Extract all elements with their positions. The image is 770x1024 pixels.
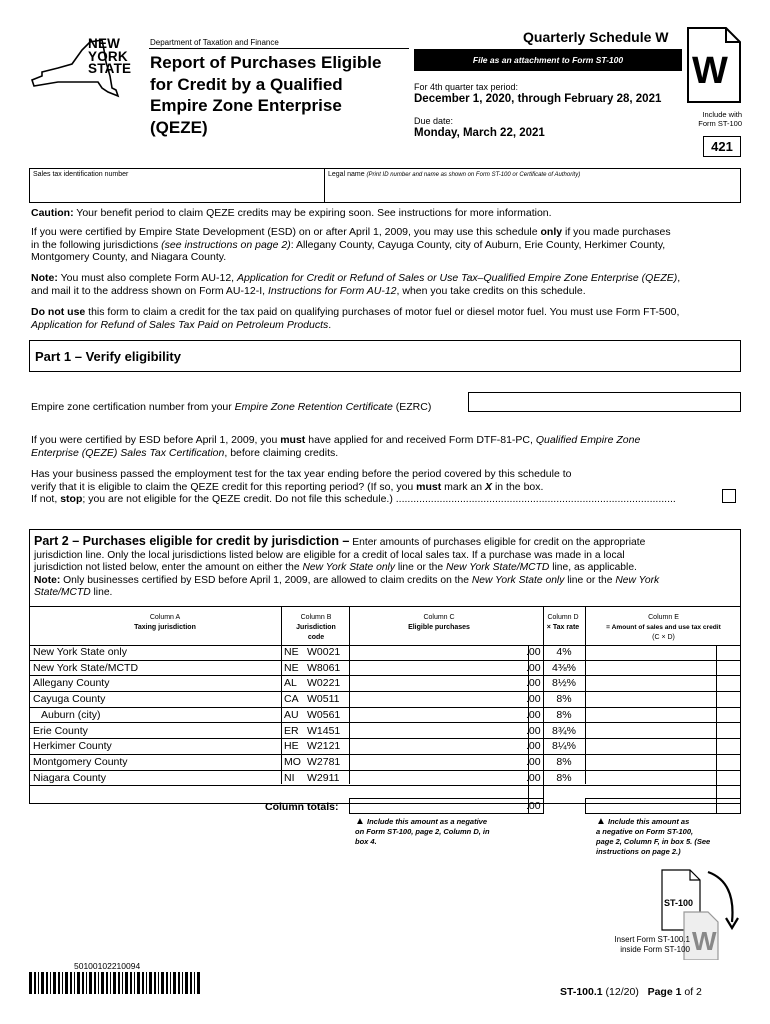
- jurisdiction-name: Allegany County: [33, 677, 110, 690]
- part2-note-1: Only businesses certified by ESD before April 1, 2009, are allowed to claim credits on the: [60, 574, 472, 586]
- col-c-label: Eligible purchases: [408, 624, 470, 631]
- barcode-bar: [182, 972, 183, 994]
- eligible-purchases-cents: .00: [526, 693, 541, 706]
- jurisdiction-state-code: NE: [284, 661, 299, 674]
- sales-tax-id-label: Sales tax identification number: [33, 171, 129, 178]
- tax-rate: 4%: [556, 646, 572, 658]
- eligible-purchases-cents: .00: [526, 740, 541, 753]
- donot-text-3: .: [328, 318, 332, 331]
- eligible-purchases-cents: .00: [526, 661, 541, 674]
- w-letter: W: [692, 50, 728, 92]
- col-e-label: Amount of sales and use tax credit: [611, 624, 721, 631]
- barcode-bar: [170, 972, 171, 994]
- test-must: must: [416, 480, 442, 493]
- insert-line-1: Insert Form ST-100.1: [614, 935, 690, 944]
- note-e-2: a negative on Form ST-100,: [596, 827, 694, 836]
- donot-label: Do not use: [31, 306, 86, 318]
- tax-rate: 8¼%: [552, 740, 576, 753]
- jurisdiction-state-code: AU: [284, 708, 299, 721]
- header-rule: [149, 48, 409, 49]
- form-title-line-4: (QEZE): [150, 117, 208, 137]
- employment-test-checkbox[interactable]: [722, 489, 736, 503]
- test-stop: stop: [60, 493, 83, 505]
- part1-title: Part 1 – Verify eligibility: [35, 349, 181, 364]
- jurisdiction-code: W0511: [307, 693, 340, 706]
- department-name: Department of Taxation and Finance: [150, 38, 279, 47]
- form-title-line-3: Empire Zone Enterprise: [150, 96, 342, 115]
- eligible-purchases-input[interactable]: [350, 692, 528, 707]
- tax-rate: 8¾%: [552, 724, 576, 737]
- barcode-bar: [65, 972, 68, 994]
- donot-paragraph: [31, 306, 746, 331]
- table-row: [29, 739, 741, 755]
- caution-label: Caution:: [31, 207, 74, 219]
- ezrc-text-2: (EZRC): [392, 401, 432, 413]
- note-text-4: , when you take credits on this schedule.: [396, 284, 586, 297]
- barcode-bar: [137, 972, 140, 994]
- barcode-bar: [134, 972, 135, 994]
- table-row: [29, 676, 741, 692]
- test-x: X: [485, 480, 493, 493]
- test-text-6: ; you are not eligible for the QEZE credit. Do not file this schedule.): [82, 493, 396, 505]
- period-value: December 1, 2020, through February 28, 2021: [414, 93, 662, 105]
- w-document-icon: [686, 26, 742, 104]
- col-e-formula: (C × D): [652, 634, 675, 641]
- caution-text: [31, 207, 746, 220]
- tax-credit-input[interactable]: [586, 645, 716, 660]
- jurisdiction-code: W0561: [307, 708, 341, 721]
- caution-body: Your benefit period to claim QEZE credits may be expiring soon. See instructions for more information.: [73, 207, 552, 219]
- barcode-bar: [98, 972, 99, 994]
- part2-note-3: State/MCTD: [34, 587, 91, 598]
- eligible-purchases-cents: .00: [526, 771, 541, 784]
- sales-tax-id-field[interactable]: [30, 169, 323, 202]
- test-text-2: verify that it is eligible to claim the QEZE credit for this reporting period? (If so, you: [31, 480, 417, 493]
- eligible-purchases-cents: .00: [526, 708, 541, 721]
- legal-name-label: Legal name: [328, 171, 365, 178]
- part2-note-4: line.: [90, 587, 113, 598]
- barcode-bar: [89, 972, 92, 994]
- note-e-4: instructions on page 2.): [596, 847, 681, 856]
- form-code-box: [703, 136, 741, 157]
- esd-text-2: have applied for and received Form DTF-81-PC,: [305, 434, 536, 446]
- barcode-bar: [130, 972, 132, 994]
- col-a-title: Column A: [149, 614, 181, 621]
- ezrc-text-1: Empire zone certification number from your: [31, 401, 235, 413]
- part2-note-ny: New York: [615, 574, 660, 586]
- barcode-bar: [58, 972, 60, 994]
- legal-name-hint: (Print ID number and name as shown on Form ST-100 or Certificate of Authority): [366, 172, 581, 178]
- barcode-bar: [149, 972, 152, 994]
- barcode-bar: [122, 972, 123, 994]
- test-text-5: If not,: [31, 493, 61, 505]
- form-title-line-2: for Credit by a Qualified: [150, 74, 343, 94]
- tax-credit-input[interactable]: [586, 755, 716, 770]
- footer-form-rev: (12/20): [602, 986, 639, 998]
- eligible-purchases-input[interactable]: [350, 724, 528, 739]
- barcode-bar: [161, 972, 164, 994]
- note-paragraph: [31, 272, 746, 297]
- jurisdiction-state-code: MO: [284, 755, 301, 768]
- eligible-purchases-input[interactable]: [350, 739, 528, 754]
- note-text-1: You must also complete Form AU-12,: [57, 272, 238, 284]
- tax-rate: 8%: [556, 755, 572, 768]
- form-title: [150, 52, 381, 138]
- esd-title: Qualified Empire Zone: [535, 434, 641, 446]
- col-e-title: Column E: [648, 614, 679, 621]
- table-row: [29, 724, 741, 740]
- footer-page: Page 1: [647, 986, 682, 998]
- eligible-purchases-input[interactable]: [350, 708, 528, 723]
- part2-intro-nys: New York State only: [302, 562, 395, 573]
- jurisdiction-state-code: NE: [284, 646, 299, 658]
- table-row: [29, 692, 741, 708]
- jurisdiction-name: Auburn (city): [41, 708, 101, 721]
- part2-note-2: line or the: [564, 574, 616, 586]
- donot-text-1: this form to claim a credit for the tax paid on qualifying purchases of motor fuel or diesel motor fuel. You must use Form FT-500,: [85, 306, 680, 318]
- legal-name-field[interactable]: [325, 169, 740, 202]
- jurisdiction-name: Niagara County: [33, 771, 106, 784]
- barcode-bar: [185, 972, 188, 994]
- jurisdiction-name: Cayuga County: [33, 693, 106, 706]
- col-b-label: Jurisdiction: [296, 624, 336, 631]
- tax-rate: 4⅜%: [552, 661, 576, 674]
- st-100-label: ST-100: [664, 898, 694, 908]
- barcode-bar: [82, 972, 84, 994]
- column-totals-label: Column totals:: [265, 801, 339, 813]
- certified-only: only: [540, 226, 563, 238]
- col-c-title: Column C: [423, 614, 455, 621]
- table-top-rule: [29, 606, 741, 607]
- insert-line-2: inside Form ST-100: [620, 945, 690, 954]
- col-b-title: Column B: [300, 614, 332, 621]
- barcode-bar: [142, 972, 144, 994]
- certified-text-1: If you were certified by Empire State Development (ESD) on or after April 1, 2009, you may use this schedule: [31, 226, 541, 238]
- attachment-banner: [414, 49, 682, 71]
- include-with-line-1: Include with: [702, 110, 742, 119]
- table-row: [29, 708, 741, 724]
- note-c-3: box 4.: [355, 837, 377, 846]
- jurisdiction-code: W2781: [307, 755, 341, 768]
- barcode-bar: [106, 972, 108, 994]
- test-text-3: mark an: [441, 480, 486, 493]
- col-b-header: [283, 613, 349, 643]
- schedule-title: Quarterly Schedule W: [523, 29, 669, 45]
- esd-text-3: Enterprise (QEZE) Sales Tax Certification: [31, 446, 225, 459]
- note-au12-title: Application for Credit or Refund of Sales or Use Tax–Qualified Empire Zone Enterprise (QEZE): [237, 272, 678, 284]
- certified-see: (see instructions on page 2): [161, 238, 291, 251]
- attachment-banner-text: File as an attachment to Form ST-100: [472, 55, 624, 65]
- jurisdiction-state-code: ER: [284, 724, 299, 737]
- due-date-value: Monday, March 22, 2021: [414, 127, 545, 139]
- ezrc-title: Empire Zone Retention Certificate: [234, 401, 393, 413]
- certified-text-5: Montgomery County, and Niagara County.: [31, 251, 227, 263]
- barcode-bar: [125, 972, 128, 994]
- barcode-bar: [46, 972, 48, 994]
- form-title-line-1: Report of Purchases Eligible: [150, 53, 382, 72]
- note-c-2: on Form ST-100, page 2, Column D, in: [355, 827, 490, 836]
- barcode-bar: [34, 972, 36, 994]
- col-a-label: Taxing jurisdiction: [134, 624, 196, 631]
- jurisdiction-state-code: CA: [284, 693, 299, 706]
- insert-instructions: [580, 935, 690, 955]
- up-triangle-icon: ▲: [355, 816, 365, 827]
- col-e-total-cents-divider: [716, 798, 717, 814]
- barcode-bar: [94, 972, 96, 994]
- note-au12i-title: Instructions for Form AU-12: [267, 284, 397, 297]
- barcode-bar: [146, 972, 147, 994]
- certified-text-4: : Allegany County, Cayuga County, city of Auburn, Erie County, Herkimer County,: [290, 238, 666, 251]
- test-text-1: Has your business passed the employment test for the tax year ending before the period covered by this schedule to: [31, 468, 572, 480]
- barcode-bar: [74, 972, 75, 994]
- note-e-3: page 2, Column F, in box 5. (See: [596, 837, 711, 846]
- barcode-bar: [178, 972, 180, 994]
- period-label: For 4th quarter tax period:: [414, 82, 519, 92]
- eligible-purchases-cents: .00: [526, 646, 541, 658]
- barcode-bar: [197, 972, 200, 994]
- part2-intro-4: line or the: [394, 562, 446, 573]
- footer-page-of: of 2: [681, 986, 702, 998]
- column-c-total-input[interactable]: [349, 798, 544, 814]
- jurisdiction-name: New York State only: [33, 646, 127, 658]
- tax-rate: 8%: [556, 771, 572, 784]
- barcode-bar: [62, 972, 63, 994]
- certified-text-2: if you made purchases: [562, 226, 671, 238]
- barcode-bar: [29, 972, 32, 994]
- eligible-purchases-cents: .00: [526, 724, 541, 737]
- barcode-number: 50100102210094: [74, 961, 141, 971]
- esd-must: must: [280, 434, 306, 446]
- barcode-bar: [50, 972, 51, 994]
- equals-sign: =: [606, 624, 611, 631]
- barcode-bar: [41, 972, 44, 994]
- eligible-purchases-input[interactable]: [350, 676, 528, 691]
- donot-ft500-title: Application for Refund of Sales Tax Paid on Petroleum Products: [31, 318, 329, 331]
- jurisdiction-code: W0221: [307, 677, 341, 690]
- barcode-bar: [101, 972, 104, 994]
- barcode-bar: [38, 972, 39, 994]
- tax-rate: 8%: [556, 708, 572, 721]
- column-c-note: [355, 817, 490, 847]
- jurisdiction-name: New York State/MCTD: [33, 661, 139, 674]
- eligible-purchases-input[interactable]: [350, 661, 528, 676]
- barcode-bar: [86, 972, 87, 994]
- tax-credit-input[interactable]: [586, 708, 716, 723]
- eligible-purchases-cents: .00: [526, 677, 541, 690]
- logo-new: NEW: [88, 36, 121, 51]
- test-leader-dots: ................................................................................................: [395, 493, 676, 505]
- jurisdiction-code: W0021: [307, 646, 341, 658]
- esd-text-4: , before claiming credits.: [224, 446, 339, 459]
- col-c-header: [350, 613, 528, 633]
- part2-intro-2: jurisdiction line. Only the local jurisdictions listed below are eligible for a credit of local sales tax. If a purchase was made in a local: [34, 549, 625, 561]
- jurisdiction-code: W1451: [307, 724, 341, 737]
- barcode: [29, 972, 201, 994]
- barcode-bar: [113, 972, 116, 994]
- col-a-header: [90, 613, 240, 633]
- jurisdiction-name: Montgomery County: [33, 755, 128, 768]
- barcode-bar: [190, 972, 192, 994]
- table-row: [29, 755, 741, 771]
- column-e-note: [596, 817, 710, 857]
- col-d-title: Column D: [547, 614, 579, 621]
- table-row: [29, 645, 741, 661]
- part2-intro-1: Enter amounts of purchases eligible for credit on the appropriate: [349, 537, 646, 548]
- jurisdiction-state-code: AL: [284, 677, 297, 690]
- barcode-bar: [194, 972, 195, 994]
- times-sign: ×: [546, 624, 551, 631]
- eligible-purchases-input[interactable]: [350, 771, 528, 786]
- due-date-label: Due date:: [414, 116, 454, 126]
- test-text-4: in the box.: [492, 480, 544, 493]
- part2-intro: [34, 535, 739, 600]
- esd-paragraph: [31, 434, 746, 459]
- jurisdiction-state-code: HE: [284, 740, 299, 753]
- include-with-line-2: Form ST-100: [698, 119, 742, 128]
- jurisdiction-code: W2121: [307, 740, 341, 753]
- tax-credit-input[interactable]: [586, 739, 716, 754]
- col-b-label-2: code: [307, 634, 325, 641]
- tax-credit-input[interactable]: [586, 771, 716, 786]
- certified-paragraph: [31, 226, 746, 264]
- col-d-header: [538, 613, 588, 633]
- form-code: 421: [711, 139, 733, 154]
- tax-rate: 8%: [556, 693, 572, 706]
- logo-york: YORK: [88, 48, 128, 64]
- logo-state: STATE: [88, 61, 132, 76]
- barcode-bar: [154, 972, 156, 994]
- table-row: [29, 661, 741, 677]
- employment-test-paragraph: [31, 468, 721, 506]
- ezrc-number-input[interactable]: [468, 392, 741, 412]
- barcode-bar: [53, 972, 56, 994]
- barcode-bar: [166, 972, 168, 994]
- esd-text-1: If you were certified by ESD before April 1, 2009, you: [31, 434, 281, 446]
- up-triangle-icon: ▲: [596, 816, 606, 827]
- barcode-bar: [173, 972, 176, 994]
- eligible-purchases-cents: .00: [526, 755, 541, 768]
- tax-credit-input[interactable]: [586, 724, 716, 739]
- jurisdiction-state-code: NI: [284, 771, 295, 784]
- table-row: [29, 771, 741, 787]
- insert-w-letter: W: [692, 926, 717, 956]
- tax-credit-input[interactable]: [586, 692, 716, 707]
- part2-note-nys: New York State only: [471, 574, 565, 586]
- note-text-3: and mail it to the address shown on Form AU-12-I,: [31, 284, 268, 297]
- note-text-2: ,: [677, 272, 681, 284]
- barcode-bar: [158, 972, 159, 994]
- jurisdiction-code: W8061: [307, 661, 341, 674]
- part2-note-label: Note:: [34, 574, 61, 586]
- part2-intro-3: jurisdiction not listed below, enter the amount on either the: [34, 562, 303, 573]
- part2-intro-5: line, as applicable.: [549, 562, 637, 573]
- barcode-bar: [77, 972, 80, 994]
- barcode-bar: [110, 972, 111, 994]
- col-d-label: Tax rate: [552, 624, 580, 631]
- column-c-total-cents: .00: [526, 800, 541, 812]
- tax-credit-input[interactable]: [586, 676, 716, 691]
- barcode-bar: [70, 972, 72, 994]
- jurisdiction-name: Herkimer County: [33, 740, 112, 753]
- footer-form-id: ST-100.1: [560, 986, 603, 998]
- tax-rate: 8½%: [552, 677, 576, 690]
- ezrc-label: [31, 401, 431, 414]
- column-e-total-input[interactable]: [585, 798, 741, 814]
- form-footer-id: [560, 986, 702, 998]
- certified-text-3: in the following jurisdictions: [31, 238, 162, 251]
- part1-section: [29, 340, 741, 372]
- barcode-bar: [118, 972, 120, 994]
- jurisdiction-name: Erie County: [33, 724, 88, 737]
- note-c-1: Include this amount as a negative: [367, 817, 488, 826]
- note-e-1: Include this amount as: [608, 817, 690, 826]
- col-e-header: [586, 613, 741, 643]
- eligible-purchases-input[interactable]: [350, 755, 528, 770]
- note-label: Note:: [31, 272, 58, 284]
- part2-intro-mctd: New York State/MCTD: [445, 562, 550, 573]
- jurisdiction-code: W2911: [307, 771, 340, 784]
- part2-title: Part 2 – Purchases eligible for credit by jurisdiction –: [34, 534, 350, 548]
- tax-credit-input[interactable]: [586, 661, 716, 676]
- eligible-purchases-input[interactable]: [350, 645, 528, 660]
